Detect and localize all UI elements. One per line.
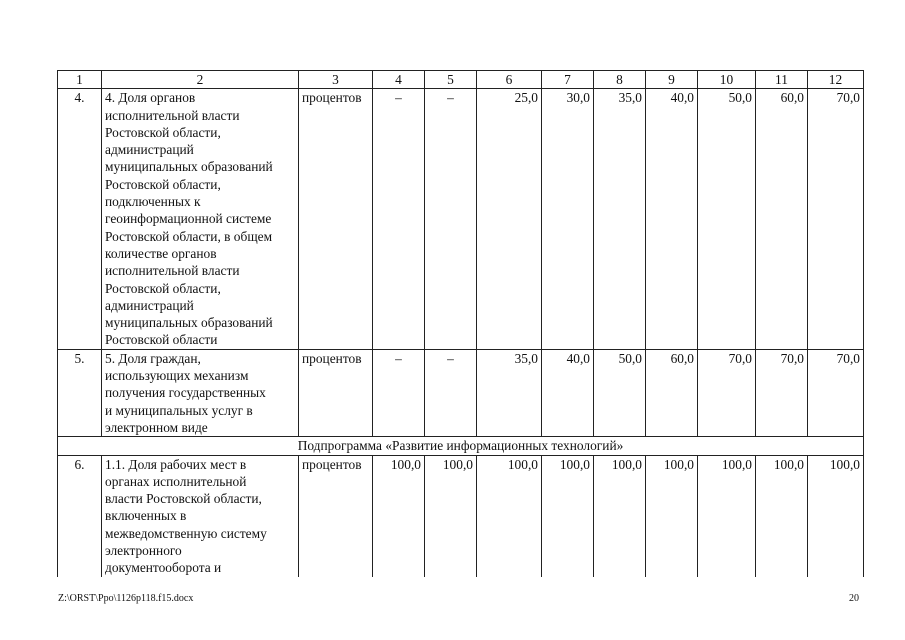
table-body [58, 71, 864, 578]
indicator-name-line: включенных в [105, 508, 187, 524]
indicator-name-cell [102, 89, 299, 349]
value-cell: – [425, 89, 477, 349]
value-cell: 100,0 [477, 455, 542, 577]
value-cell: 70,0 [808, 89, 864, 349]
indicator-name-line: межведомственную систему [105, 525, 267, 541]
value-cell: 100,0 [646, 455, 698, 577]
value-cell: 40,0 [542, 349, 594, 436]
indicator-name-line: документооборота и [105, 560, 222, 576]
value-cell: 25,0 [477, 89, 542, 349]
value-cell: – [373, 89, 425, 349]
indicator-name-line: Ростовской области, [105, 280, 221, 296]
row-number-cell: 6. [58, 455, 102, 577]
value-cell: 70,0 [756, 349, 808, 436]
indicator-name-line: и муниципальных услуг в [105, 402, 253, 418]
row-number-cell: 5. [58, 349, 102, 436]
value-cell: 35,0 [594, 89, 646, 349]
indicator-name-line: исполнительной власти [105, 107, 240, 123]
indicator-name-line: Ростовской области [105, 332, 218, 348]
indicator-name-line: получения государственных [105, 385, 266, 401]
indicator-name-line: муниципальных образований [105, 315, 273, 331]
header-cell: 1 [58, 71, 102, 89]
indicator-name-line: электронного [105, 543, 182, 559]
header-cell: 4 [373, 71, 425, 89]
footer-page-number: 20 [849, 593, 859, 604]
footer-file-path: Z:\ORST\Ppo\1126p118.f15.docx [58, 593, 194, 604]
table-row [58, 455, 864, 577]
header-cell: 6 [477, 71, 542, 89]
indicator-name-line: 1.1. Доля рабочих мест в [105, 456, 247, 472]
indicator-name-line: администраций [105, 142, 194, 158]
unit-cell: процентов [299, 455, 373, 577]
value-cell: 30,0 [542, 89, 594, 349]
unit-cell: процентов [299, 89, 373, 349]
value-cell: 100,0 [425, 455, 477, 577]
value-cell: 100,0 [808, 455, 864, 577]
value-cell: 100,0 [756, 455, 808, 577]
unit-cell: процентов [299, 349, 373, 436]
indicator-name-line: Ростовской области, [105, 176, 221, 192]
indicator-name-line: подключенных к [105, 194, 201, 210]
header-cell: 9 [646, 71, 698, 89]
value-cell: 100,0 [373, 455, 425, 577]
indicator-name-line: исполнительной власти [105, 263, 240, 279]
header-cell: 11 [756, 71, 808, 89]
header-cell: 7 [542, 71, 594, 89]
value-cell: 50,0 [594, 349, 646, 436]
table-row [58, 349, 864, 436]
value-cell: – [373, 349, 425, 436]
indicator-name-line: 5. Доля граждан, [105, 350, 201, 366]
indicator-name-line: 4. Доля органов [105, 90, 196, 106]
header-cell: 2 [102, 71, 299, 89]
value-cell: 100,0 [542, 455, 594, 577]
value-cell: 70,0 [698, 349, 756, 436]
indicator-name-cell [102, 349, 299, 436]
value-cell: 50,0 [698, 89, 756, 349]
indicator-name-line: использующих механизм [105, 368, 249, 384]
subprogram-title: Подпрограмма «Развитие информационных технологий» [58, 437, 864, 455]
indicator-name-line: власти Ростовской области, [105, 491, 262, 507]
indicator-name-line: муниципальных образований [105, 159, 273, 175]
value-cell: 70,0 [808, 349, 864, 436]
value-cell: – [425, 349, 477, 436]
value-cell: 35,0 [477, 349, 542, 436]
table-row [58, 89, 864, 349]
row-number-cell: 4. [58, 89, 102, 349]
indicator-name-line: органах исполнительной [105, 473, 247, 489]
value-cell: 60,0 [756, 89, 808, 349]
indicator-name-line: Ростовской области, [105, 124, 221, 140]
indicator-name-line: администраций [105, 297, 194, 313]
indicator-name-line: Ростовской области, в общем [105, 228, 273, 244]
value-cell: 100,0 [594, 455, 646, 577]
indicator-table [57, 70, 864, 577]
header-cell: 5 [425, 71, 477, 89]
indicator-name-line: электронном виде [105, 419, 208, 435]
value-cell: 40,0 [646, 89, 698, 349]
table-header-row [58, 71, 864, 89]
indicator-name-line: количестве органов [105, 245, 217, 261]
header-cell: 10 [698, 71, 756, 89]
header-cell: 12 [808, 71, 864, 89]
value-cell: 100,0 [698, 455, 756, 577]
header-cell: 3 [299, 71, 373, 89]
indicator-name-cell [102, 455, 299, 577]
indicator-name-line: геоинформационной системе [105, 211, 272, 227]
value-cell: 60,0 [646, 349, 698, 436]
header-cell: 8 [594, 71, 646, 89]
subprogram-row [58, 437, 864, 455]
